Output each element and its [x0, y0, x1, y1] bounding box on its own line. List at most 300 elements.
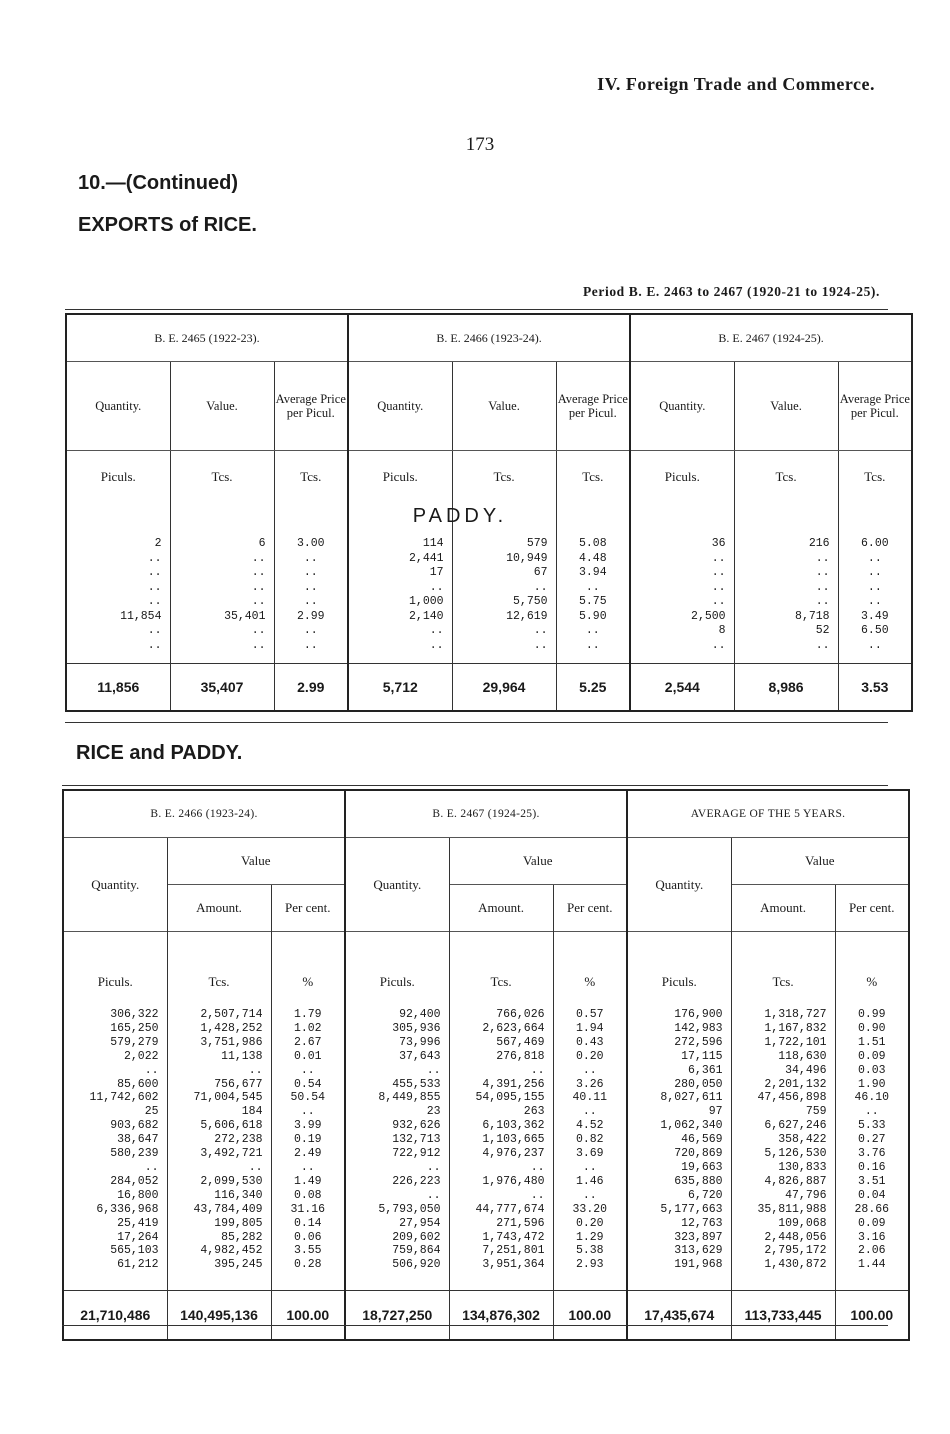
table-cell: 272,596 — [674, 1035, 723, 1049]
table-cell: 38,647 — [117, 1133, 159, 1147]
table-cell: 8,027,611 — [660, 1091, 723, 1105]
table-cell: .. — [582, 1160, 597, 1174]
table-cell: .. — [582, 1063, 597, 1077]
table-cell: 184 — [241, 1105, 263, 1119]
table-cell: 17 — [429, 566, 444, 579]
table-cell: 3,751,986 — [200, 1035, 263, 1049]
table-cell: .. — [711, 638, 726, 652]
rice-paddy-title: RICE and PADDY. — [76, 742, 243, 764]
table-cell: 0.04 — [857, 1188, 886, 1202]
table-cell: 567,469 — [496, 1035, 545, 1049]
table-cell: 37,643 — [399, 1049, 441, 1063]
table-cell: 191,968 — [674, 1258, 723, 1272]
table-cell: 12,619 — [506, 609, 548, 623]
table-cell: 5,606,618 — [200, 1119, 263, 1133]
year-header: B. E. 2466 (1923-24). — [63, 790, 345, 838]
total-cell: 8,986 — [734, 664, 838, 712]
rule — [62, 785, 888, 786]
table-cell: .. — [867, 580, 882, 594]
table-cell: 1,103,665 — [482, 1133, 545, 1147]
table-cell: .. — [248, 1063, 263, 1077]
table-cell: 165,250 — [110, 1021, 159, 1035]
table-cell: 2.99 — [296, 609, 325, 623]
table-cell: 3.16 — [857, 1230, 886, 1244]
data-column — [348, 537, 452, 664]
table-cell: 25 — [144, 1105, 159, 1119]
data-column — [835, 1000, 909, 1291]
table-cell: 313,629 — [674, 1244, 723, 1258]
table-cell: 216 — [808, 537, 830, 550]
table-cell: .. — [426, 1160, 441, 1174]
table-cell: 272,238 — [214, 1133, 263, 1147]
table-cell: 280,050 — [674, 1077, 723, 1091]
table-cell: 2,507,714 — [200, 1008, 263, 1021]
table-cell: 506,920 — [392, 1258, 441, 1272]
table-cell: 97 — [708, 1105, 723, 1119]
data-column — [627, 1000, 731, 1291]
table-cell: .. — [251, 595, 266, 608]
table-cell: .. — [585, 638, 600, 652]
total-cell: 100.00 — [553, 1291, 627, 1341]
table-cell: .. — [864, 1105, 879, 1119]
total-cell: 100.00 — [835, 1291, 909, 1341]
table-cell: 142,983 — [674, 1021, 723, 1035]
col-head-percent: Per cent. — [835, 885, 909, 932]
table-cell: 0.19 — [293, 1133, 322, 1147]
table-cell: .. — [300, 1063, 315, 1077]
table-cell: .. — [144, 1160, 159, 1174]
table-cell: 0.08 — [293, 1188, 322, 1202]
table-cell: 209,602 — [392, 1230, 441, 1244]
col-head-value: Value. — [734, 362, 838, 451]
table-cell: 118,630 — [778, 1049, 827, 1063]
col-head-value: Value. — [170, 362, 274, 451]
col-head-value: Value — [167, 838, 345, 885]
table-cell: 0.99 — [857, 1008, 886, 1021]
table-cell: 3.94 — [578, 566, 607, 579]
table-cell: .. — [867, 638, 882, 652]
table-cell: 5.08 — [578, 537, 607, 550]
table-cell: 0.06 — [293, 1230, 322, 1244]
table-cell: 1.44 — [857, 1258, 886, 1272]
table-cell: 903,682 — [110, 1119, 159, 1133]
table-cell: 5,126,530 — [764, 1147, 827, 1161]
table-cell: 17,264 — [117, 1230, 159, 1244]
unit-label: Piculs. — [63, 932, 167, 1001]
table-cell: 305,936 — [392, 1021, 441, 1035]
table-cell: 3.26 — [575, 1077, 604, 1091]
table-cell: 4,976,237 — [482, 1147, 545, 1161]
table-cell: 116,340 — [214, 1188, 263, 1202]
unit-label: Piculs. — [345, 932, 449, 1001]
unit-label: % — [271, 932, 345, 1001]
data-column — [734, 537, 838, 664]
year-header: B. E. 2465 (1922-23). — [66, 314, 348, 362]
unit-label: Tcs. — [274, 451, 348, 504]
data-column — [449, 1000, 553, 1291]
col-head-avg-price: Average Price per Picul. — [556, 362, 630, 451]
table-cell: 395,245 — [214, 1258, 263, 1272]
total-cell: 5.25 — [556, 664, 630, 712]
table-cell: 92,400 — [399, 1008, 441, 1021]
table-cell: .. — [251, 566, 266, 579]
table-cell: 6,720 — [688, 1188, 723, 1202]
table-cell: 4.52 — [575, 1119, 604, 1133]
table-cell: .. — [303, 638, 318, 652]
table-cell: 2.06 — [857, 1244, 886, 1258]
table-cell: 0.01 — [293, 1049, 322, 1063]
year-header: B. E. 2466 (1923-24). — [348, 314, 630, 362]
table-cell: 1,167,832 — [764, 1021, 827, 1035]
unit-label: Tcs. — [452, 451, 556, 504]
table-cell: 722,912 — [392, 1147, 441, 1161]
table-cell: 565,103 — [110, 1244, 159, 1258]
unit-label: Piculs. — [348, 451, 452, 504]
table-cell: 6.00 — [861, 537, 889, 550]
period-line: Period B. E. 2463 to 2467 (1920-21 to 1924-25). — [582, 284, 880, 299]
col-head-quantity: Quantity. — [345, 838, 449, 932]
table-cell: 1,722,101 — [764, 1035, 827, 1049]
table-cell: 2,441 — [409, 551, 444, 565]
table-cell: .. — [867, 595, 882, 608]
table-cell: 10,949 — [506, 551, 548, 565]
data-column — [345, 1000, 449, 1291]
table-cell: 2,448,056 — [764, 1230, 827, 1244]
table-cell: 25,419 — [117, 1216, 159, 1230]
table-cell: 1.51 — [857, 1035, 886, 1049]
table-cell: 23 — [426, 1105, 441, 1119]
table-cell: 2,500 — [691, 609, 726, 623]
table-cell: 40.11 — [572, 1091, 608, 1105]
unit-label: Piculs. — [630, 451, 734, 504]
table-cell: 5,750 — [513, 595, 548, 608]
col-head-amount: Amount. — [449, 885, 553, 932]
table-cell: 226,223 — [392, 1174, 441, 1188]
col-head-amount: Amount. — [167, 885, 271, 932]
table-cell: 3.49 — [861, 609, 889, 623]
table-cell: .. — [147, 580, 162, 594]
data-column — [274, 537, 348, 664]
table-cell: 1,318,727 — [764, 1008, 827, 1021]
table-cell: 85,282 — [221, 1230, 263, 1244]
year-header: B. E. 2467 (1924-25). — [630, 314, 912, 362]
table-cell: 46,569 — [681, 1133, 723, 1147]
data-column — [170, 537, 274, 664]
table-cell: 35,811,988 — [757, 1202, 827, 1216]
table-cell: 0.43 — [575, 1035, 604, 1049]
data-column — [167, 1000, 271, 1291]
table-cell: 579 — [526, 537, 548, 550]
table-cell: 0.20 — [575, 1216, 604, 1230]
table-cell: 6.50 — [861, 624, 889, 637]
table-cell: .. — [867, 566, 882, 579]
table-cell: 27,954 — [399, 1216, 441, 1230]
table-cell: 130,833 — [778, 1160, 827, 1174]
table-cell: 54,095,155 — [475, 1091, 545, 1105]
data-column — [731, 1000, 835, 1291]
table-cell: 1.29 — [575, 1230, 604, 1244]
table-cell: 759 — [805, 1105, 827, 1119]
data-column — [452, 537, 556, 664]
table-cell: .. — [711, 566, 726, 579]
table-cell: .. — [248, 1160, 263, 1174]
data-column — [66, 537, 170, 664]
table-cell: 36 — [711, 537, 726, 550]
table-cell: 0.57 — [575, 1008, 604, 1021]
unit-label: % — [553, 932, 627, 1001]
table-cell: 2,795,172 — [764, 1244, 827, 1258]
exports-title: EXPORTS of RICE. — [78, 214, 257, 236]
table-cell: 11,854 — [120, 609, 162, 623]
table-cell: 67 — [533, 566, 548, 579]
table-cell: .. — [303, 580, 318, 594]
table-cell: 2,201,132 — [764, 1077, 827, 1091]
table-cell: 4,982,452 — [200, 1244, 263, 1258]
table-cell: 4,826,887 — [764, 1174, 827, 1188]
table-cell: 720,869 — [674, 1147, 723, 1161]
table-cell: .. — [533, 638, 548, 652]
table-cell: 1,062,340 — [660, 1119, 723, 1133]
total-cell: 113,733,445 — [731, 1291, 835, 1341]
table-cell: 271,596 — [496, 1216, 545, 1230]
table-cell: 5,177,663 — [660, 1202, 723, 1216]
table-cell: 759,864 — [392, 1244, 441, 1258]
table-cell: .. — [429, 624, 444, 637]
col-head-quantity: Quantity. — [627, 838, 731, 932]
table-cell: 6,336,968 — [96, 1202, 159, 1216]
data-column — [553, 1000, 627, 1291]
table-cell: .. — [815, 595, 830, 608]
table-cell: .. — [530, 1160, 545, 1174]
table-cell: 71,004,545 — [193, 1091, 263, 1105]
table-cell: 455,533 — [392, 1077, 441, 1091]
table-cell: 756,677 — [214, 1077, 263, 1091]
table-cell: .. — [815, 566, 830, 579]
total-cell: 3.53 — [838, 664, 912, 712]
table-cell: 8,718 — [795, 609, 830, 623]
col-head-value: Value. — [452, 362, 556, 451]
table-cell: 8,449,855 — [378, 1091, 441, 1105]
table-cell: 3,492,721 — [200, 1147, 263, 1161]
total-cell: 2,544 — [630, 664, 734, 712]
continued-heading: 10.—(Continued) — [78, 172, 238, 194]
table-cell: 11,742,602 — [89, 1091, 159, 1105]
unit-label: % — [835, 932, 909, 1001]
table-cell: 263 — [523, 1105, 545, 1119]
table-cell: 114 — [422, 537, 444, 550]
table-cell: .. — [585, 580, 600, 594]
table-cell: 11,138 — [221, 1049, 263, 1063]
table-cell: .. — [530, 1063, 545, 1077]
table-cell: 2.67 — [293, 1035, 322, 1049]
table-cell: 47,796 — [785, 1188, 827, 1202]
table-cell: 5.75 — [578, 595, 607, 608]
table-cell: 109,068 — [778, 1216, 827, 1230]
unit-label: Tcs. — [838, 451, 912, 504]
data-column — [556, 537, 630, 664]
rule — [65, 309, 888, 310]
col-head-quantity: Quantity. — [66, 362, 170, 451]
data-column — [630, 537, 734, 664]
table-cell: .. — [147, 624, 162, 637]
total-cell: 17,435,674 — [627, 1291, 731, 1341]
table-cell: 5.33 — [857, 1119, 886, 1133]
table-cell: .. — [300, 1160, 315, 1174]
table-cell: .. — [711, 595, 726, 608]
data-column — [271, 1000, 345, 1291]
col-head-value: Value — [449, 838, 627, 885]
table-cell: 2,022 — [123, 1049, 159, 1063]
table-cell: 33.20 — [572, 1202, 608, 1216]
table-cell: .. — [144, 1063, 159, 1077]
table-cell: 579,279 — [110, 1035, 159, 1049]
table-cell: 61,212 — [117, 1258, 159, 1272]
table-cell: 16,800 — [117, 1188, 159, 1202]
table-cell: .. — [147, 551, 162, 565]
total-cell: 140,495,136 — [167, 1291, 271, 1341]
unit-label: Tcs. — [449, 932, 553, 1001]
table-cell: 8 — [718, 624, 726, 637]
table-cell: 3.76 — [857, 1147, 886, 1161]
table-cell: .. — [533, 624, 548, 637]
col-head-value: Value — [731, 838, 909, 885]
table-cell: 0.09 — [857, 1049, 886, 1063]
table-cell: .. — [147, 638, 162, 652]
table-cell: 44,777,674 — [475, 1202, 545, 1216]
year-header: AVERAGE OF THE 5 YEARS. — [627, 790, 909, 838]
unit-label: Tcs. — [734, 451, 838, 504]
table-cell: 73,996 — [399, 1035, 441, 1049]
table-cell: .. — [815, 580, 830, 594]
rice-paddy-table — [62, 789, 910, 1341]
table-cell: 1,000 — [409, 595, 444, 608]
table-cell: 3.99 — [293, 1119, 322, 1133]
table-cell: 3.69 — [575, 1147, 604, 1161]
table-cell: 50.54 — [290, 1091, 326, 1105]
table-cell: 1.90 — [857, 1077, 886, 1091]
table-cell: 0.14 — [293, 1216, 322, 1230]
table-cell: 0.28 — [293, 1258, 322, 1272]
table-cell: 358,422 — [778, 1133, 827, 1147]
table-cell: .. — [815, 638, 830, 652]
table-cell: 276,818 — [496, 1049, 545, 1063]
table-cell: .. — [582, 1105, 597, 1119]
table-cell: .. — [303, 595, 318, 608]
total-cell: 100.00 — [271, 1291, 345, 1341]
col-head-percent: Per cent. — [553, 885, 627, 932]
table-cell: 1,976,480 — [482, 1174, 545, 1188]
table-cell: 3.55 — [293, 1244, 322, 1258]
table-cell: 2 — [154, 537, 162, 550]
table-cell: .. — [533, 580, 548, 594]
table-cell: .. — [303, 551, 318, 565]
table-cell: 4,391,256 — [482, 1077, 545, 1091]
table-cell: 2.49 — [293, 1147, 322, 1161]
table-cell: .. — [429, 580, 444, 594]
table-cell: 306,322 — [110, 1008, 159, 1021]
total-cell: 11,856 — [66, 664, 170, 712]
section-title: IV. Foreign Trade and Commerce. — [597, 74, 875, 94]
table-cell: 6,103,362 — [482, 1119, 545, 1133]
col-head-quantity: Quantity. — [630, 362, 734, 451]
table-cell: 284,052 — [110, 1174, 159, 1188]
table-cell: 0.82 — [575, 1133, 604, 1147]
table-cell: 85,600 — [117, 1077, 159, 1091]
table-cell: .. — [582, 1188, 597, 1202]
table-cell: 6 — [258, 537, 266, 550]
table-cell: 6,361 — [688, 1063, 723, 1077]
table-cell: .. — [251, 580, 266, 594]
table-cell: .. — [426, 1188, 441, 1202]
table-cell: 199,805 — [214, 1216, 263, 1230]
table-cell: 3.51 — [857, 1174, 886, 1188]
table-cell: 1.49 — [293, 1174, 322, 1188]
table-cell: 46.10 — [854, 1091, 890, 1105]
total-cell: 18,727,250 — [345, 1291, 449, 1341]
table-cell: 1.46 — [575, 1174, 604, 1188]
data-column — [63, 1000, 167, 1291]
unit-label: Piculs. — [66, 451, 170, 504]
table-cell: 47,456,898 — [757, 1091, 827, 1105]
table-cell: 323,897 — [674, 1230, 723, 1244]
table-cell: 1,743,472 — [482, 1230, 545, 1244]
table-cell: .. — [251, 551, 266, 565]
col-head-avg-price: Average Price per Picul. — [274, 362, 348, 451]
col-head-avg-price: Average Price per Picul. — [838, 362, 912, 451]
table-cell: .. — [251, 624, 266, 637]
table-cell: 1.02 — [293, 1021, 322, 1035]
table-cell: .. — [300, 1105, 315, 1119]
table-cell: 3,951,364 — [482, 1258, 545, 1272]
table-cell: 0.54 — [293, 1077, 322, 1091]
table-cell: .. — [711, 551, 726, 565]
table-cell: .. — [426, 1063, 441, 1077]
year-header: B. E. 2467 (1924-25). — [345, 790, 627, 838]
table-cell: .. — [867, 551, 882, 565]
table-cell: 5.90 — [578, 609, 607, 623]
table-cell: 0.16 — [857, 1160, 886, 1174]
table-cell: 1,428,252 — [200, 1021, 263, 1035]
table-cell: 5,793,050 — [378, 1202, 441, 1216]
unit-label: Tcs. — [170, 451, 274, 504]
total-cell: 5,712 — [348, 664, 452, 712]
unit-label: Tcs. — [731, 932, 835, 1001]
table-cell: .. — [251, 638, 266, 652]
table-cell: 932,626 — [392, 1119, 441, 1133]
table-cell: .. — [429, 638, 444, 652]
total-cell: 2.99 — [274, 664, 348, 712]
table-cell: .. — [303, 566, 318, 579]
rule — [65, 722, 888, 723]
table-cell: 1.79 — [293, 1008, 322, 1021]
table-cell: .. — [303, 624, 318, 637]
table-cell: 580,239 — [110, 1147, 159, 1161]
total-cell: 21,710,486 — [63, 1291, 167, 1341]
table-cell: 0.20 — [575, 1049, 604, 1063]
table-cell: 132,713 — [392, 1133, 441, 1147]
table-cell: .. — [585, 624, 600, 637]
total-cell: 29,964 — [452, 664, 556, 712]
col-head-amount: Amount. — [731, 885, 835, 932]
table-cell: 1,430,872 — [764, 1258, 827, 1272]
table-cell: 635,880 — [674, 1174, 723, 1188]
table-cell: 17,115 — [681, 1049, 723, 1063]
table-cell: 4.48 — [578, 551, 607, 565]
table-cell: 2,623,664 — [482, 1021, 545, 1035]
data-column — [838, 537, 912, 664]
table-cell: 2,140 — [409, 609, 444, 623]
table-cell: 3.00 — [296, 537, 325, 550]
